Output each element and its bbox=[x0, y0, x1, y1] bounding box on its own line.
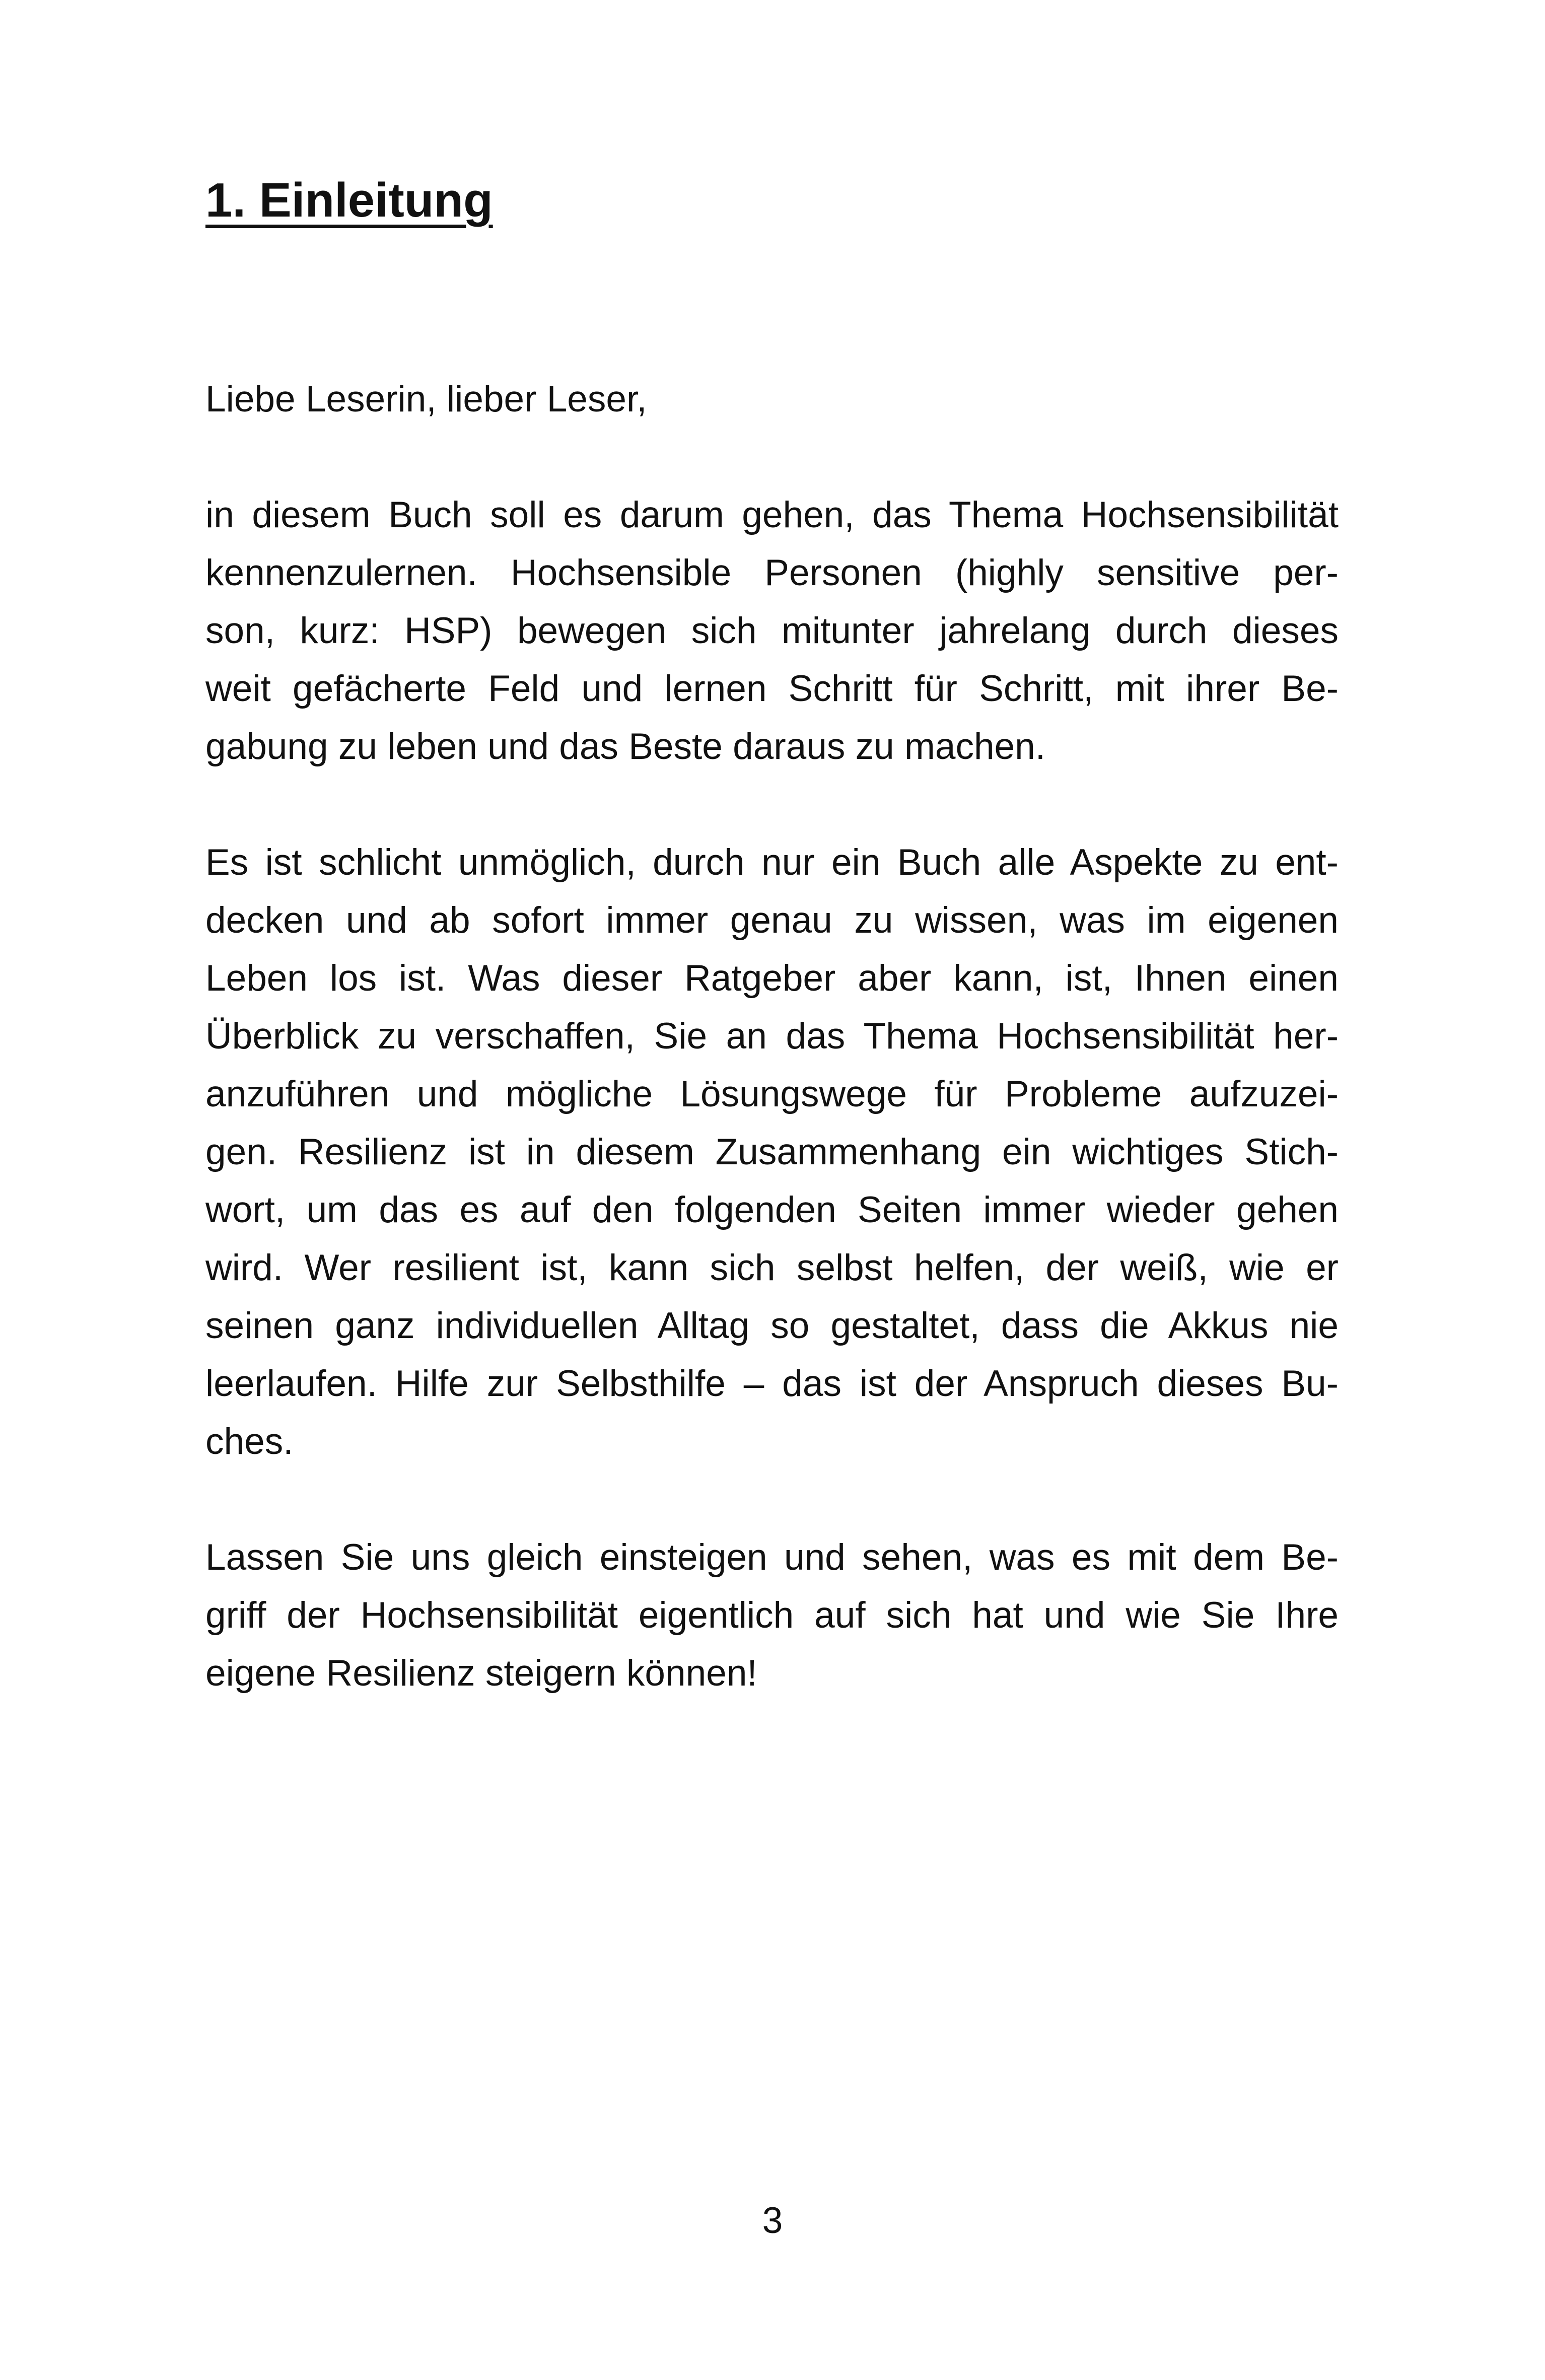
paragraph-3 bbox=[205, 1528, 1339, 1702]
paragraph-line: gabung zu leben und das Beste daraus zu machen. bbox=[205, 726, 1046, 767]
paragraph-line: Es ist schlicht unmöglich, durch nur ein Buch alle Aspekte zu ent- bbox=[205, 842, 1339, 883]
paragraph-line: kennenzulernen. Hochsensible Personen (highly sensitive per- bbox=[205, 552, 1339, 593]
paragraph-line: in diesem Buch soll es darum gehen, das Thema Hochsensibilität bbox=[205, 495, 1339, 535]
paragraph-line: Überblick zu verschaffen, Sie an das Thema Hochsensibilität her- bbox=[205, 1016, 1339, 1057]
paragraph-2 bbox=[205, 833, 1339, 1471]
paragraph-1 bbox=[205, 486, 1339, 776]
paragraph-line: griff der Hochsensibilität eigentlich auf sich hat und wie Sie Ihre bbox=[205, 1595, 1339, 1636]
page-number: 3 bbox=[762, 2200, 783, 2241]
paragraph-line: anzuführen und mögliche Lösungswege für Probleme aufzuzei- bbox=[205, 1074, 1339, 1114]
paragraph-line: leerlaufen. Hilfe zur Selbsthilfe – das ist der Anspruch dieses Bu- bbox=[205, 1363, 1339, 1404]
paragraph-line: Leben los ist. Was dieser Ratgeber aber kann, ist, Ihnen einen bbox=[205, 958, 1339, 999]
paragraph-line: eigene Resilienz steigern können! bbox=[205, 1653, 757, 1694]
chapter-heading: 1. Einleitung bbox=[205, 173, 493, 227]
paragraph-line: Lassen Sie uns gleich einsteigen und sehen, was es mit dem Be- bbox=[205, 1537, 1339, 1578]
greeting-line: Liebe Leserin, lieber Leser, bbox=[205, 379, 647, 419]
paragraph-line: seinen ganz individuellen Alltag so gestaltet, dass die Akkus nie bbox=[205, 1305, 1339, 1346]
paragraph-line: decken und ab sofort immer genau zu wissen, was im eigenen bbox=[205, 900, 1339, 941]
paragraph-line: son, kurz: HSP) bewegen sich mitunter jahrelang durch dieses bbox=[205, 610, 1339, 651]
paragraph-line: weit gefächerte Feld und lernen Schritt für Schritt, mit ihrer Be- bbox=[205, 668, 1339, 709]
paragraph-line: wird. Wer resilient ist, kann sich selbst helfen, der weiß, wie er bbox=[205, 1247, 1339, 1288]
paragraph-line: wort, um das es auf den folgenden Seiten immer wieder gehen bbox=[205, 1189, 1339, 1230]
paragraph-line: ches. bbox=[205, 1421, 294, 1462]
greeting bbox=[205, 370, 1339, 428]
paragraph-line: gen. Resilienz ist in diesem Zusammenhang ein wichtiges Stich- bbox=[205, 1132, 1339, 1172]
